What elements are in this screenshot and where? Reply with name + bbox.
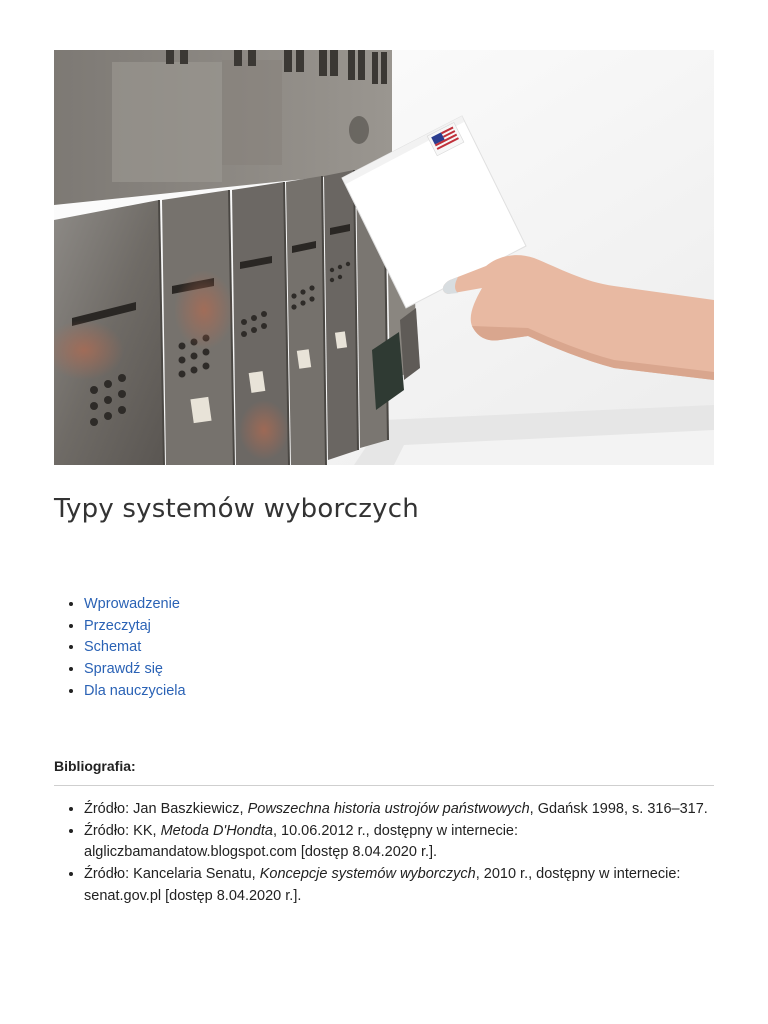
bibliography-list — [84, 799, 714, 908]
bibliography-entry — [84, 799, 714, 821]
toc-link-schemat[interactable]: Schemat — [84, 639, 142, 656]
bibliography-title: Koncepcje systemów wyborczych — [259, 866, 476, 883]
toc-link-dla-nauczyciela[interactable]: Dla nauczyciela — [84, 682, 186, 699]
toc-item-schemat — [84, 637, 186, 659]
toc-item-wprowadzenie — [84, 594, 186, 616]
bibliography-source: Źródło: Kancelaria Senatu, — [84, 866, 260, 883]
bibliography-source: Źródło: KK, — [84, 822, 161, 839]
bibliography-entry — [84, 864, 714, 907]
toc-item-sprawdz-sie — [84, 659, 186, 681]
toc-link-wprowadzenie[interactable]: Wprowadzenie — [84, 596, 180, 612]
hero-image — [54, 50, 714, 465]
bibliography-details: , Gdańsk 1998, s. 316–317. — [529, 801, 708, 817]
table-of-contents — [84, 594, 186, 703]
toc-item-przeczytaj — [84, 616, 186, 638]
toc-item-dla-nauczyciela — [84, 681, 186, 703]
mailbox-letter-photo — [54, 50, 714, 465]
page-title: Typy systemów wyborczych — [54, 494, 419, 524]
bibliography-details: , 2010 r., dostępny w internecie: senat.gov.pl [dostęp 8.04.2020 r.]. — [84, 866, 681, 904]
bibliography-title: Powszechna historia ustrojów państwowych — [247, 801, 530, 817]
bibliography-details: , 10.06.2012 r., dostępny w internecie: algliczbamandatow.blogspot.com [dostęp 8.04.2020 r.]. — [84, 822, 519, 861]
bibliography-title: Metoda D'Hondta — [160, 822, 273, 839]
bibliography-divider — [54, 785, 714, 786]
toc-link-sprawdz-sie[interactable]: Sprawdź się — [84, 661, 163, 678]
toc-link-przeczytaj[interactable]: Przeczytaj — [84, 617, 151, 634]
bibliography-entry — [84, 821, 714, 864]
bibliography-heading: Bibliografia: — [54, 758, 136, 774]
bibliography-source: Źródło: Jan Baszkiewicz, — [84, 801, 248, 817]
